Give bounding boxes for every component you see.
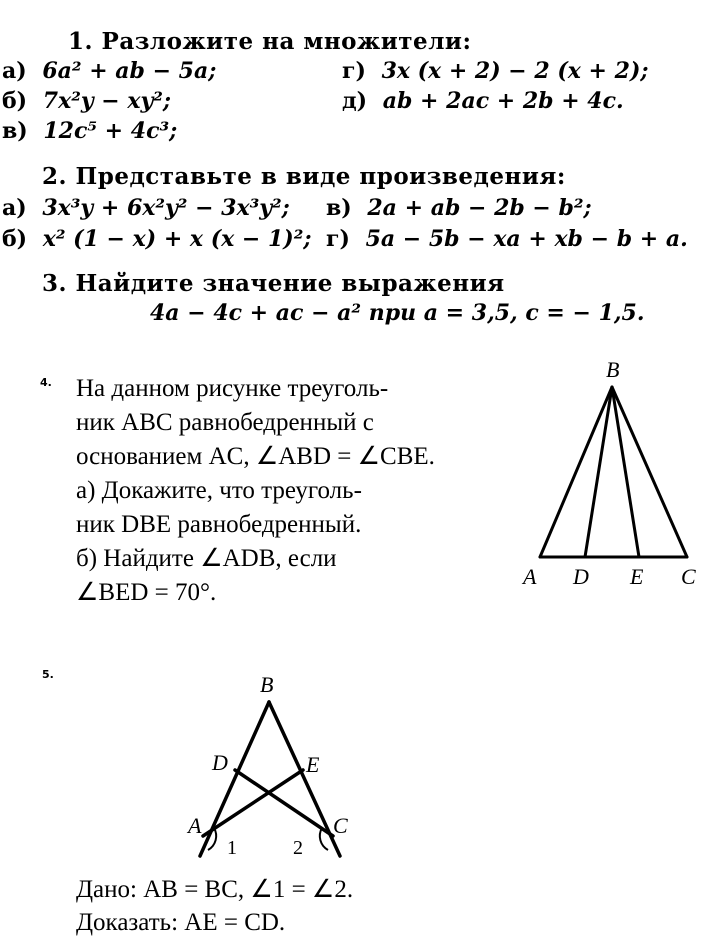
task4-line: ник ABC равнобедренный с	[76, 409, 374, 436]
item-expr: 5a − 5b − xa + xb − b + a.	[365, 226, 688, 252]
item-expr: x² (1 − x) + x (x − 1)²;	[42, 226, 312, 252]
label-angle-2: 2	[293, 837, 303, 859]
task1-item-a	[2, 58, 216, 84]
task4-triangle-figure	[515, 355, 702, 595]
task1-item-e	[342, 88, 624, 114]
segment-ae	[203, 770, 303, 836]
label-d: D	[212, 750, 228, 775]
task1-item-d	[342, 58, 648, 84]
segment-bd	[585, 387, 612, 557]
item-expr: 12c⁵ + 4c³;	[43, 118, 178, 144]
task5-figure	[180, 670, 370, 870]
item-mark: б)	[2, 226, 28, 252]
label-d: D	[573, 564, 589, 589]
segment-cd	[235, 770, 333, 836]
item-expr: 3x³y + 6x²y² − 3x³y²;	[42, 195, 290, 221]
task5-prove: Доказать: AE = CD.	[76, 909, 286, 936]
label-b: B	[606, 357, 620, 382]
task1-item-b	[2, 88, 171, 114]
task4-line: ∠BED = 70°.	[76, 579, 217, 606]
task4-line: а) Докажите, что треуголь-	[76, 477, 362, 504]
item-mark: в)	[2, 118, 28, 144]
task2-title: 2. Представьте в виде произведения:	[42, 163, 566, 190]
label-c: C	[681, 564, 696, 589]
item-expr: 2a + ab − 2b − b²;	[367, 195, 592, 221]
task5-number: 5.	[42, 668, 54, 681]
task4-text	[76, 372, 468, 610]
segment-bc	[612, 387, 687, 557]
item-expr: 7x²y − xy²;	[42, 88, 172, 114]
task4-line: ник DBE равнобедренный.	[76, 511, 362, 538]
label-b: B	[260, 672, 274, 697]
segment-ba	[540, 387, 612, 557]
item-mark: г)	[342, 58, 366, 84]
label-a: A	[523, 564, 537, 589]
task5-given: Дано: AB = BC, ∠1 = ∠2.	[76, 876, 354, 903]
task3-expression: 4a − 4c + ac − a² при a = 3,5, c = − 1,5.	[150, 300, 645, 326]
task4-line: основанием AC, ∠ABD = ∠CBE.	[76, 443, 435, 470]
task2-item-b	[2, 226, 311, 252]
task3-title: 3. Найдите значение выражения	[42, 270, 505, 297]
item-mark: в)	[326, 195, 352, 221]
item-mark: б)	[2, 88, 28, 114]
label-e: E	[306, 752, 320, 777]
item-mark: а)	[2, 195, 27, 221]
task4-line: На данном рисунке треуголь-	[76, 375, 389, 402]
task2-item-a	[2, 195, 290, 221]
task1-item-c	[2, 118, 177, 144]
label-angle-1: 1	[227, 837, 237, 859]
task2-item-c	[326, 195, 592, 221]
task4-number: 4.	[40, 376, 52, 389]
label-c: C	[333, 813, 348, 838]
segment-be	[612, 387, 639, 557]
item-expr: 6a² + ab − 5a;	[42, 58, 217, 84]
task2-item-d	[326, 226, 688, 252]
task4-line: б) Найдите ∠ADB, если	[76, 545, 337, 572]
task1-title: 1. Разложите на множители:	[68, 28, 472, 55]
item-mark: г)	[326, 226, 350, 252]
label-a: A	[188, 813, 202, 838]
item-expr: 3x (x + 2) − 2 (x + 2);	[381, 58, 649, 84]
label-e: E	[630, 564, 644, 589]
item-mark: а)	[2, 58, 27, 84]
item-expr: ab + 2ac + 2b + 4c.	[382, 88, 624, 114]
item-mark: д)	[342, 88, 368, 114]
